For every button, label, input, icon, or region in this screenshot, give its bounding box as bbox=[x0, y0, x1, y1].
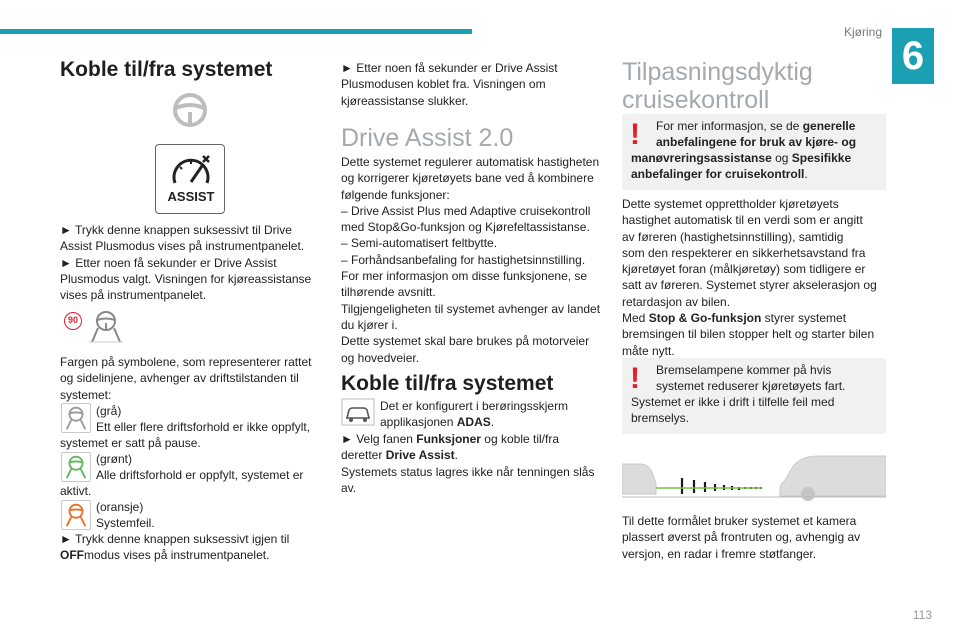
col2-paragraph-3 bbox=[341, 431, 594, 496]
note-line bbox=[656, 118, 855, 134]
text-line: følgende funksjoner: bbox=[341, 187, 450, 202]
text-line bbox=[622, 310, 877, 326]
assist-button[interactable] bbox=[155, 144, 225, 214]
lane-assist-green-icon bbox=[61, 452, 91, 482]
text-fragment: styrer systemet bbox=[761, 311, 847, 326]
text-line: og korrigerer kjøretøyets bane ved å kombinere bbox=[341, 171, 594, 186]
cruise-control-heading bbox=[622, 58, 813, 114]
note-line: Systemet er ikke i drift i tilfelle feil med bbox=[631, 395, 835, 409]
text-line: med Stop&Go-funksjon og Kjørefeltassistanse. bbox=[341, 220, 590, 235]
state-grey-label: (grå) bbox=[96, 404, 122, 418]
brake-light-note bbox=[622, 358, 886, 434]
text-line bbox=[60, 547, 289, 563]
touchscreen-car-icon bbox=[341, 398, 375, 426]
state-green-text: Alle driftsforhold er oppfylt, systemet er bbox=[96, 468, 304, 482]
text-line: som den respekterer en sikkerhetsavstand fra bbox=[622, 245, 866, 260]
text-line: Systemets status lagres ikke når tenningen slås bbox=[341, 464, 595, 479]
text-fragment: modus vises på instrumentpanelet. bbox=[84, 548, 270, 563]
assist-speedometer-icon bbox=[169, 153, 213, 189]
note-line: systemet reduserer kjøretøyets fart. bbox=[656, 379, 846, 393]
text-line: – Semi-automatisert feltbytte. bbox=[341, 236, 498, 251]
text-fragment: og bbox=[771, 151, 792, 165]
chapter-number: 6 bbox=[892, 28, 934, 84]
text-line: – Forhåndsanbefaling for hastighetsinnstilling. bbox=[341, 252, 586, 267]
bold-text: Stop & Go-funksjon bbox=[648, 311, 762, 326]
info-note bbox=[622, 114, 886, 190]
text-fragment: deretter bbox=[341, 448, 386, 463]
lane-assist-icon bbox=[86, 308, 126, 344]
text-line: måte nytt. bbox=[622, 343, 675, 358]
note-line bbox=[631, 166, 808, 182]
col1-title: Koble til/fra systemet bbox=[60, 58, 273, 81]
state-grey-text-cont: systemet er satt på pause. bbox=[60, 436, 201, 450]
text-line: du kjører i. bbox=[341, 317, 398, 332]
touch-line-2 bbox=[380, 414, 494, 430]
heading-line: Tilpasningsdyktig bbox=[622, 58, 813, 86]
col2-paragraph-2 bbox=[341, 154, 600, 366]
text-line: Dette systemet skal bare brukes på motorveier bbox=[341, 334, 590, 349]
text-line: Til dette formålet bruker systemet et kamera bbox=[622, 514, 857, 528]
warning-icon: ! bbox=[630, 118, 640, 151]
text-line: vises på instrumentpanelet. bbox=[60, 288, 207, 303]
col2-title: Koble til/fra systemet bbox=[341, 372, 554, 395]
state-orange-label: (oransje) bbox=[96, 500, 144, 514]
text-line: ► Trykk denne knappen suksessivt igjen til bbox=[60, 532, 290, 546]
text-line: tilhørende avsnitt. bbox=[341, 285, 436, 300]
note-line: bremselys. bbox=[631, 411, 690, 425]
page-number: 113 bbox=[912, 608, 932, 622]
text-line: ► Etter noen få sekunder er Drive Assist bbox=[341, 61, 558, 75]
text-line: versjon, en radar i fremre støtfanger. bbox=[622, 546, 817, 561]
text-line: og hovedveier. bbox=[341, 350, 420, 365]
text-line: Tilgjengeligheten til systemet avhenger av landet bbox=[341, 301, 601, 316]
bold-text: generelle bbox=[802, 119, 856, 133]
bold-text: ADAS bbox=[456, 415, 491, 429]
col2-paragraph-1 bbox=[341, 60, 558, 109]
bold-text: Drive Assist bbox=[385, 448, 455, 463]
text-line: bremsingen til bilen stopper helt og starter bilen bbox=[622, 327, 875, 342]
header-accent-bar bbox=[0, 29, 472, 34]
text-line: ► Etter noen få sekunder er Drive Assist bbox=[60, 255, 277, 270]
col1-paragraph-2 bbox=[60, 354, 311, 403]
text-fragment: og koble til/fra bbox=[480, 432, 559, 446]
text-line: retardasjon av bilen. bbox=[622, 294, 731, 309]
state-green-text-cont: aktivt. bbox=[60, 484, 92, 498]
text-fragment: applikasjonen bbox=[380, 415, 457, 429]
heading-line: cruisekontroll bbox=[622, 86, 770, 114]
text-line: systemet: bbox=[60, 387, 112, 402]
text-fragment: Med bbox=[622, 311, 649, 326]
state-green-label: (grønt) bbox=[96, 452, 132, 466]
section-header: Kjøring bbox=[843, 25, 882, 39]
text-line: plassert øverst på frontruten og, avhengig av bbox=[622, 530, 861, 545]
text-line: kjøreassistanse slukker. bbox=[341, 93, 469, 108]
text-line: Assist Plusmodus vises på instrumentpanelet. bbox=[60, 239, 305, 254]
col3-paragraph-1 bbox=[622, 196, 877, 359]
text-line: Plusmodusen koblet fra. Visningen om bbox=[341, 77, 546, 92]
col1-paragraph-3 bbox=[60, 531, 289, 564]
text-line: av. bbox=[341, 480, 357, 495]
bold-text: manøvreringsassistanse bbox=[631, 151, 772, 165]
text-line: – Drive Assist Plus med Adaptive cruisekontroll bbox=[341, 203, 591, 218]
text-line: For mer informasjon om disse funksjonene, se bbox=[341, 269, 588, 284]
text-line: hastighet automatisk til en verdi som er angitt bbox=[622, 213, 863, 228]
assist-button-label: ASSIST bbox=[167, 189, 215, 204]
text-fragment: For mer informasjon, se de bbox=[656, 119, 803, 133]
lane-assist-orange-icon bbox=[61, 500, 91, 530]
text-line: Dette systemet regulerer automatisk hastigheten bbox=[341, 155, 600, 169]
touch-line-1: Det er konfigurert i berøringsskjerm bbox=[380, 399, 569, 413]
steering-wheel-icon bbox=[172, 92, 208, 128]
text-line: satt av føreren. Systemet styrer akselerasjon og bbox=[622, 278, 877, 293]
bold-text: Spesifikke bbox=[791, 151, 852, 165]
text-fragment: . bbox=[454, 448, 458, 463]
bold-text: Funksjoner bbox=[416, 432, 481, 446]
warning-icon: ! bbox=[630, 362, 640, 395]
text-line: Fargen på symbolene, som representerer rattet bbox=[60, 355, 312, 369]
text-fragment: ► Velg fanen bbox=[341, 432, 417, 446]
bold-text: anbefalinger for cruisekontroll bbox=[631, 167, 805, 181]
lane-assist-grey-icon bbox=[61, 403, 91, 433]
note-line bbox=[631, 150, 851, 166]
text-line: Plusmodus valgt. Visningen for kjøreassistanse bbox=[60, 271, 312, 286]
text-line: og sidelinjene, avhenger av driftstilstanden til bbox=[60, 371, 299, 386]
note-line: Bremselampene kommer på hvis bbox=[656, 363, 832, 377]
bold-text: OFF bbox=[60, 548, 84, 563]
col1-paragraph-1 bbox=[60, 222, 311, 303]
note-line bbox=[656, 134, 856, 150]
state-grey-text: Ett eller flere driftsforhold er ikke oppfylt, bbox=[96, 420, 311, 434]
text-line: Dette systemet opprettholder kjøretøyets bbox=[622, 197, 839, 211]
text-fragment: . bbox=[804, 167, 808, 181]
state-orange-text: Systemfeil. bbox=[96, 516, 155, 530]
text-line: kjøretøyet foran (målkjøretøy) som tidligere er bbox=[622, 262, 866, 277]
reference-badge: 90 bbox=[64, 312, 82, 330]
text-line bbox=[341, 431, 594, 447]
col3-paragraph-2 bbox=[622, 513, 860, 562]
text-line: ► Trykk denne knappen suksessivt til Drive bbox=[60, 223, 292, 237]
bold-text: anbefalingene for bruk av kjøre- og bbox=[656, 135, 857, 149]
drive-assist-heading: Drive Assist 2.0 bbox=[341, 124, 514, 152]
text-fragment: . bbox=[490, 415, 495, 429]
radar-car-illustration bbox=[622, 450, 886, 502]
text-line bbox=[341, 447, 594, 463]
text-line: av føreren (hastighetsinnstilling), samtidig bbox=[622, 229, 844, 244]
